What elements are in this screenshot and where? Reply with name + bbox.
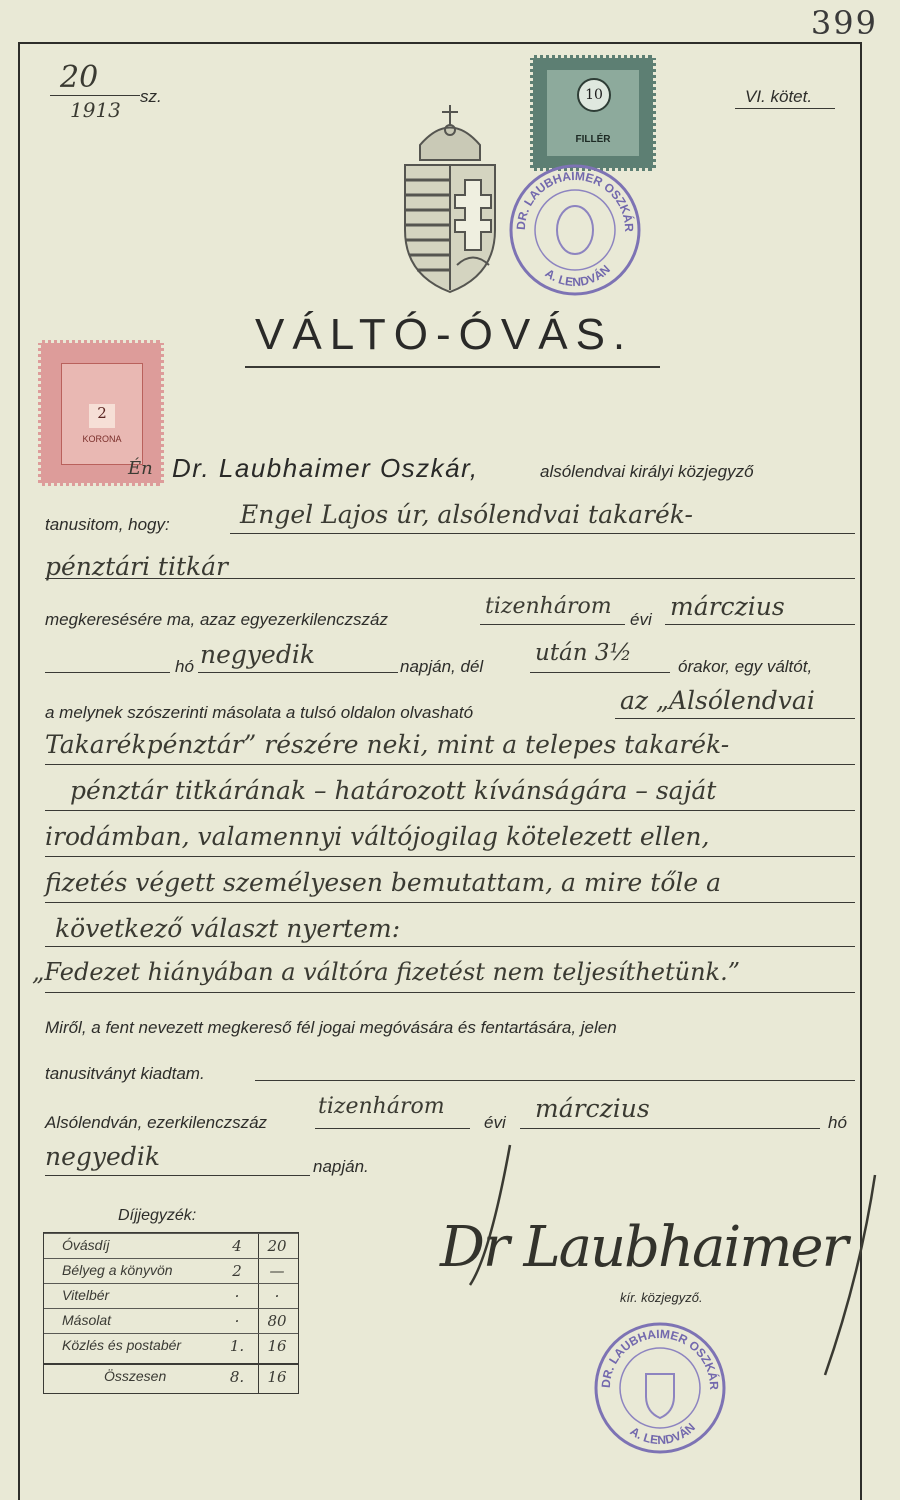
rule	[520, 1128, 820, 1129]
mirol-text: Miről, a fent nevezett megkereső fél jogai megóvására és fentartására, jelen	[45, 1018, 617, 1037]
body-line-5: fizetés végett személyesen bemutattam, a mire tőle a	[45, 868, 722, 897]
rule	[45, 946, 855, 947]
fee-filler: 16	[267, 1337, 287, 1355]
requester-line-1: Engel Lajos úr, alsólendvai takarék-	[240, 500, 693, 529]
rule	[198, 672, 398, 673]
rule	[45, 1175, 310, 1176]
fee-column-divider	[298, 1233, 299, 1393]
stamp-value: 10	[577, 78, 611, 112]
coat-of-arms-emblem	[395, 100, 505, 300]
fee-korona: 2	[232, 1262, 242, 1280]
requester-line-2: pénztári titkár	[45, 552, 229, 581]
fee-total-label: Összesen	[104, 1368, 167, 1384]
title-rule	[245, 366, 660, 368]
fee-row	[44, 1283, 298, 1309]
notary-seal-bottom	[590, 1318, 730, 1458]
tanusitvanyt-text: tanusitványt kiadtam.	[45, 1064, 205, 1083]
fee-label: Óvásdíj	[62, 1237, 110, 1253]
body-line-1: az „Alsólendvai	[620, 686, 815, 715]
body-line-6: következő választ nyertem:	[55, 914, 401, 943]
year-word: tizenhárom	[485, 594, 612, 619]
fee-filler: —	[269, 1262, 285, 1280]
seal-top-name: DR. LAUBHAIMER OSZKÁR	[513, 168, 637, 233]
fee-korona: 1.	[229, 1337, 245, 1355]
melynek-text: a melynek szószerinti másolata a tulsó oldalon olvasható	[45, 703, 474, 722]
document-year: 1913	[70, 98, 121, 122]
revenue-stamp-10-filler	[530, 55, 656, 171]
fee-filler: ·	[274, 1287, 280, 1305]
answer-text: „Fedezet hiányában a váltóra fizetést nem teljesíthetünk.”	[32, 958, 740, 986]
rule	[665, 624, 855, 625]
fee-korona: 4	[232, 1237, 242, 1255]
stamp-pattern	[547, 70, 639, 156]
fee-filler: 20	[267, 1237, 287, 1255]
day-word-2: negyedik	[45, 1142, 160, 1171]
fee-korona: ·	[234, 1287, 240, 1305]
body-line-4: irodámban, valamennyi váltójogilag kötelezett ellen,	[45, 822, 710, 851]
notary-signature: Dr Laubhaimer	[440, 1215, 847, 1280]
stamp-unit: KORONA	[82, 434, 122, 444]
en-word: Én	[128, 458, 153, 479]
ho-label-2: hó	[828, 1113, 847, 1132]
rule	[315, 1128, 470, 1129]
rule	[45, 764, 855, 765]
fee-total-row	[44, 1363, 298, 1390]
napjan-del-text: napján, dél	[400, 657, 484, 676]
orakor-text: órakor, egy váltót,	[678, 657, 813, 676]
rule	[255, 1080, 855, 1081]
rule	[45, 810, 855, 811]
fee-total-korona: 8.	[229, 1368, 245, 1386]
fee-label: Bélyeg a könyvön	[62, 1262, 173, 1278]
volume-label: VI. kötet.	[745, 87, 813, 106]
tanusitom-label: tanusitom, hogy:	[45, 515, 170, 534]
rule	[230, 533, 855, 534]
document-number: 20	[60, 60, 99, 95]
fee-heading: Díjjegyzék:	[118, 1207, 197, 1224]
rule	[530, 672, 670, 673]
year-word-2: tizenhárom	[318, 1094, 445, 1119]
fee-label: Közlés és postabér	[62, 1337, 182, 1353]
fee-row	[44, 1333, 298, 1359]
day-word: negyedik	[200, 640, 315, 669]
stamp-pattern	[61, 363, 143, 465]
rule	[45, 672, 170, 673]
document-title: VÁLTÓ-ÓVÁS.	[255, 310, 634, 359]
evi-label: évi	[630, 610, 652, 629]
rule	[45, 992, 855, 993]
fee-label: Vitelbér	[62, 1287, 110, 1303]
alsolendvan-text: Alsólendván, ezerkilenczszáz	[45, 1113, 268, 1132]
rule	[615, 718, 855, 719]
number-rule	[50, 95, 140, 96]
svg-text:A. LENDVÁN	[543, 262, 613, 289]
evi-label-2: évi	[484, 1113, 506, 1132]
notary-name: Dr. Laubhaimer Oszkár,	[172, 453, 479, 483]
fee-label: Másolat	[62, 1312, 112, 1328]
signature-role: kír. közjegyző.	[620, 1290, 703, 1305]
month-word: márczius	[670, 592, 785, 621]
notary-seal-top	[505, 160, 645, 300]
fee-row	[44, 1258, 298, 1284]
seal-bottom-place: A. LENDVÁN	[627, 1420, 698, 1448]
sz-label: sz.	[140, 87, 162, 106]
napjan-2-text: napján.	[313, 1157, 369, 1176]
svg-text:A. LENDVÁN	[628, 1420, 698, 1447]
rule	[45, 902, 855, 903]
fee-total-filler: 16	[267, 1368, 287, 1386]
rule	[45, 856, 855, 857]
ho-label: hó	[175, 657, 194, 676]
rule	[480, 624, 625, 625]
stamp-value: 2	[89, 404, 115, 428]
svg-text:DR. LAUBHAIMER OSZKÁR	[514, 169, 637, 233]
svg-text:DR. LAUBHAIMER OSZKÁR	[599, 1327, 722, 1391]
stamp-unit: FILLÉR	[575, 134, 611, 145]
rule	[45, 578, 855, 579]
seal-top-place: A. LENDVÁN	[542, 262, 613, 290]
seal-bottom-name: DR. LAUBHAIMER OSZKÁR	[598, 1326, 722, 1391]
month-word-2: márczius	[535, 1094, 650, 1123]
time-word: után 3½	[535, 640, 632, 666]
page-number: 399	[810, 4, 878, 42]
fee-korona: ·	[234, 1312, 240, 1330]
fee-row	[44, 1233, 298, 1259]
notary-role: alsólendvai királyi közjegyző	[540, 462, 754, 481]
fee-filler: 80	[267, 1312, 287, 1330]
megkeresesere-text: megkeresésére ma, azaz egyezerkilenczszáz	[45, 610, 388, 629]
fee-table	[43, 1232, 299, 1394]
fee-row	[44, 1308, 298, 1334]
body-line-3: pénztár titkárának – határozott kívánságára – saját	[70, 776, 717, 805]
volume-rule	[735, 108, 835, 109]
body-line-2: Takarékpénztár” részére neki, mint a telepes takarék-	[45, 730, 730, 759]
